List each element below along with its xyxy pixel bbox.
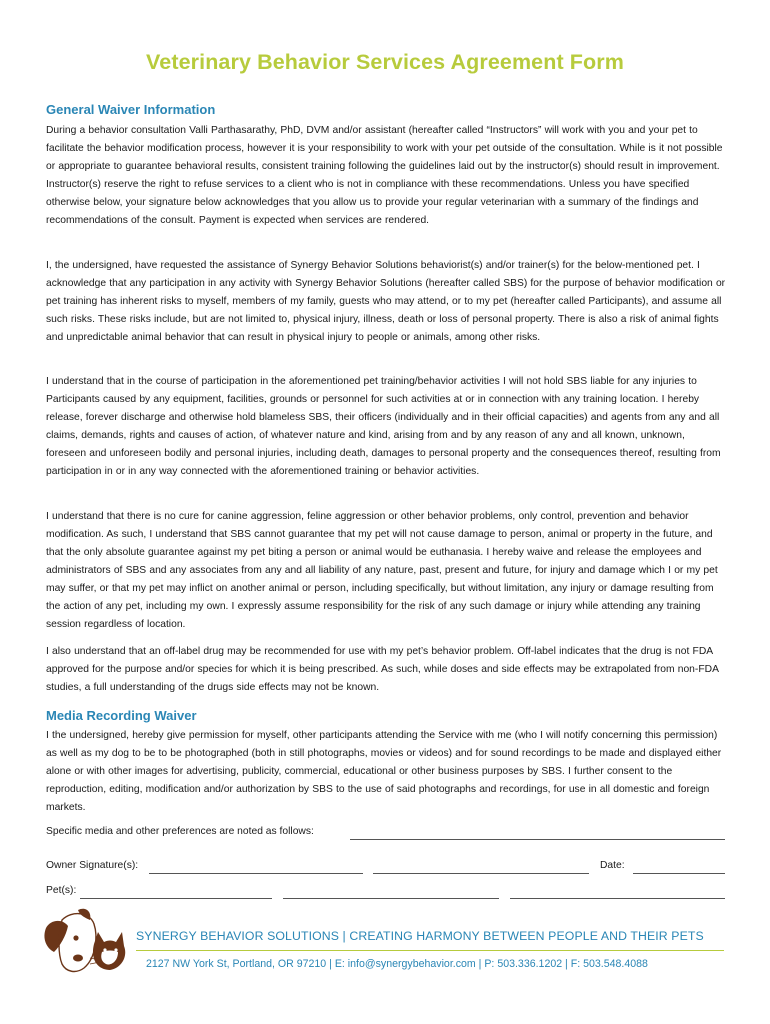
pets-label: Pet(s): (46, 885, 77, 896)
general-waiver-heading: General Waiver Information (46, 102, 216, 117)
page-title: Veterinary Behavior Services Agreement Form (146, 50, 624, 74)
footer-contact: 2127 NW York St, Portland, OR 97210 | E: info@synergybehavior.com | P: 503.336.1202 | F: 503.548.4088 (146, 958, 648, 970)
synergy-logo-icon (40, 906, 126, 980)
media-waiver-heading: Media Recording Waiver (46, 708, 197, 723)
date-line[interactable] (633, 873, 725, 874)
owner-signature-line-1[interactable] (149, 873, 363, 874)
media-preferences-line[interactable] (350, 839, 725, 840)
footer-divider (136, 950, 724, 951)
pet-line-3[interactable] (510, 898, 725, 899)
general-waiver-paragraph-3: I understand that in the course of participation in the aforementioned pet training/behavior activities I will not hold SBS liable for any injuries to Participants caused by any equipment, facilities, grounds or personnel for such activities at or in connection with any training location. I hereby release, forever discharge and otherwise hold blameless SBS, their officers (individually and in their official capacities) and agents from any and all claims, demands, rights and causes of action, of whatever nature and kind, arising from and by any reason of any and all known, unknown, foreseen and unforeseen bodily and personal injuries, including death, damages to personal property and the consequences thereof, resulting from participation in or in any way connected with the aforementioned training or behavior activities. (46, 376, 721, 477)
general-waiver-paragraph-2: I, the undersigned, have requested the assistance of Synergy Behavior Solutions behaviorist(s) and/or trainer(s) for the below-mentioned pet. I acknowledge that any participation in any activity with Synergy Behavior Solutions (hereafter called SBS) for the purpose of behavior modification or pet training has inherent risks to myself, members of my family, guests who may attend, or to my pet (hereafter called Participants), and assume all such risks. These risks include, but are not limited to, physical injury, illness, death or loss of personal property. There is also a risk of animal fights and unpredictable animal behavior that can result in physical injury to people or animals, among other risks. (46, 260, 726, 343)
owner-signature-line-2[interactable] (373, 873, 589, 874)
owner-signature-label: Owner Signature(s): (46, 860, 139, 871)
media-preferences-label: Specific media and other preferences are noted as follows: (46, 826, 314, 837)
general-waiver-paragraph-4: I understand that there is no cure for canine aggression, feline aggression or other behavior problems, only control, prevention and behavior modification. As such, I understand that SBS cannot guarantee that my pet will not cause damage to person, animal or property in the future, and that the only absolute guarantee against my pet biting a person or animal would be euthanasia. I hereby waive and release the employees and administrators of SBS and any associates from any and all liability of any nature, past, present and future, for injury and damage which I or my pet may suffer, or that my pet may inflict on another animal or person, including specifically, but without limitation, any injury or damage resulting from the action of any pet, including my own. I expressly assume responsibility for the risk of any such damage or injury while attending any training session regardless of location. (46, 511, 718, 630)
pet-line-1[interactable] (80, 898, 272, 899)
general-waiver-paragraph-1: During a behavior consultation Valli Parthasarathy, PhD, DVM and/or assistant (hereafter called “Instructors” will work with you and your pet to facilitate the behavior modification process, however it is your responsibility to work with your pet outside of the consultation. While is it not possible or appropriate to guarantee behavioral results, consistent training following the guidelines laid out by the instructor(s) should result in improvement. Instructor(s) reserve the right to refuse services to a client who is not in compliance with these recommendations. Unless you have specified otherwise below, your signature below acknowledges that you allow us to provide your regular veterinarian with a summary of the findings and recommendations of the consult. Payment is expected when services are rendered. (46, 125, 723, 226)
media-waiver-paragraph: I the undersigned, hereby give permission for myself, other participants attending the Service with me (who I will notify concerning this permission) as well as my dog to be to be photographed (both in still photographs, movies or videos) and for sound recordings to be made and displayed either alone or with other images for advertising, publicity, commercial, educational or other business purposes by SBS. I further consent to the reproduction, editing, modification and/or authorization by SBS to the use of said photographs and recordings, for use in all domestic and foreign markets. (46, 730, 722, 813)
general-waiver-paragraph-5: I also understand that an off-label drug may be recommended for use with my pet’s behavior problem. Off-label indicates that the drug is not FDA approved for the purpose and/or species for which it is being prescribed. As such, while doses and side effects may be extrapolated from non-FDA studies, a full understanding of the drugs side effects may not be known. (46, 646, 719, 693)
pet-line-2[interactable] (283, 898, 499, 899)
date-label: Date: (600, 860, 625, 871)
footer-tagline: SYNERGY BEHAVIOR SOLUTIONS | CREATING HARMONY BETWEEN PEOPLE AND THEIR PETS (136, 929, 704, 943)
